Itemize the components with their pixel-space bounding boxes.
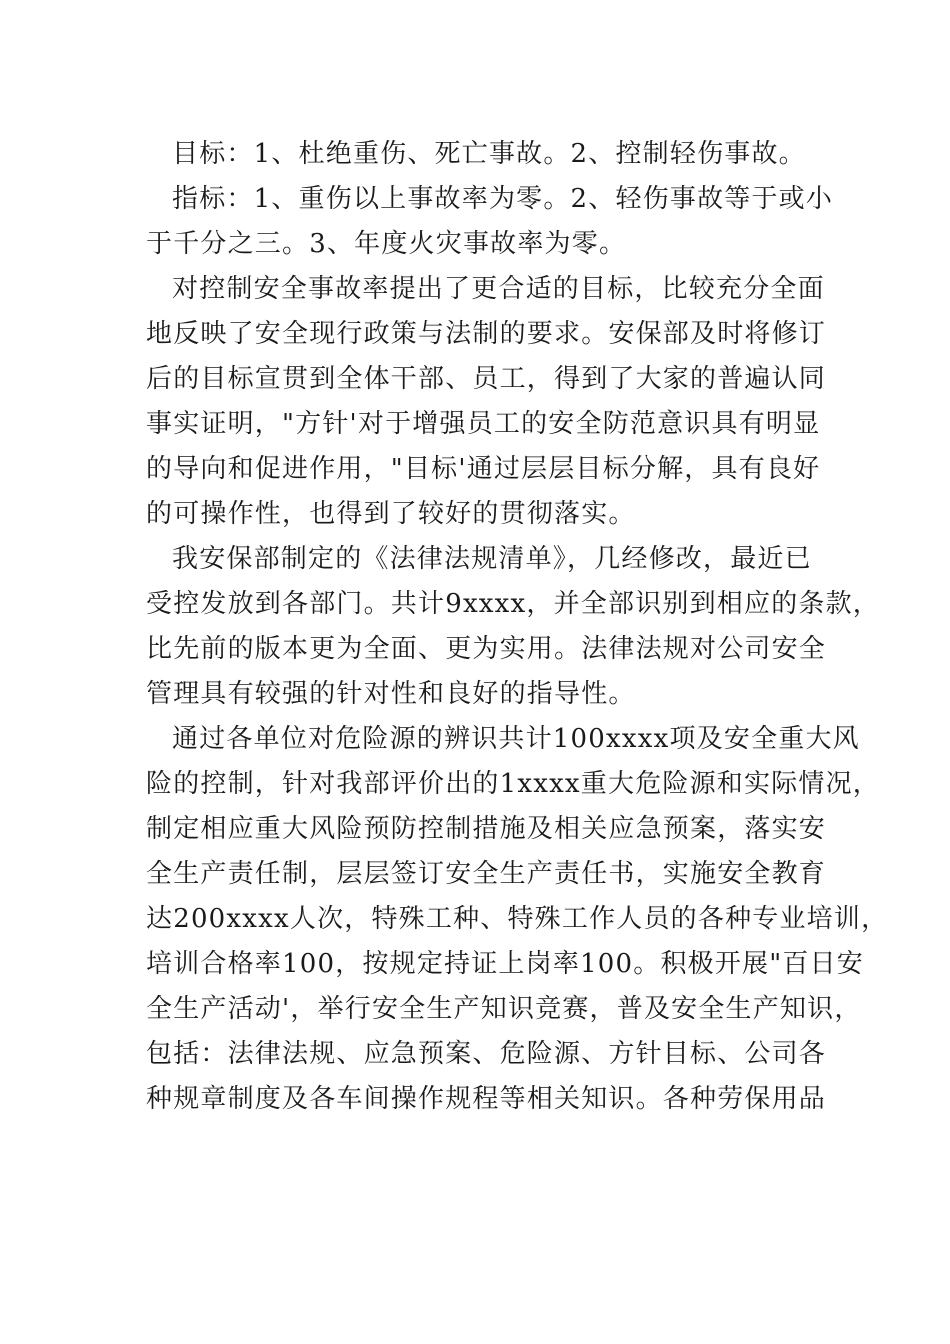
text-line: 受控发放到各部门。共计9xxxx，并全部识别到相应的条款，: [146, 589, 880, 619]
text-line: 达200xxxx人次，特殊工种、特殊工作人员的各种专业培训，: [146, 904, 889, 934]
text-line: 目标：1、杜绝重伤、死亡事故。2、控制轻伤事故。: [172, 139, 806, 169]
text-line: 包括：法律法规、应急预案、危险源、方针目标、公司各: [146, 1039, 827, 1069]
text-line: 种规章制度及各车间操作规程等相关知识。各种劳保用品: [146, 1084, 827, 1114]
text-line: 后的目标宣贯到全体干部、员工，得到了大家的普遍认同: [146, 364, 827, 394]
paragraph-indicators: [146, 177, 834, 267]
text-line: 险的控制，针对我部评价出的1xxxx重大危险源和实际情况，: [146, 769, 880, 799]
text-line: 全生产活动'，举行安全生产知识竞赛，普及安全生产知识，: [146, 994, 862, 1024]
paragraph-target: [146, 132, 810, 177]
text-line: 指标：1、重伤以上事故率为零。2、轻伤事故等于或小: [172, 184, 834, 214]
text-line: 我安保部制定的《法律法规清单》，几经修改，最近已: [172, 544, 812, 574]
text-line: 地反映了安全现行政策与法制的要求。安保部及时将修订: [146, 319, 827, 349]
text-line: 的导向和促进作用，"目标'通过层层目标分解，具有良好: [146, 454, 821, 484]
text-line: 管理具有较强的针对性和良好的指导性。: [146, 679, 636, 709]
text-line: 通过各单位对危险源的辨识共计100xxxx项及安全重大风: [172, 724, 860, 754]
paragraph-evaluation: [146, 267, 827, 537]
text-line: 于千分之三。3、年度火灾事故率为零。: [146, 229, 627, 259]
text-line: 制定相应重大风险预防控制措施及相关应急预案，落实安: [146, 814, 827, 844]
paragraph-regulations: [146, 537, 880, 717]
text-line: 全生产责任制，层层签订安全生产责任书，实施安全教育: [146, 859, 827, 889]
text-line: 对控制安全事故率提出了更合适的目标，比较充分全面: [172, 274, 825, 304]
text-line: 的可操作性，也得到了较好的贯彻落实。: [146, 499, 636, 529]
paragraph-hazards: [146, 717, 889, 1122]
text-line: 比先前的版本更为全面、更为实用。法律法规对公司安全: [146, 634, 827, 664]
text-line: 培训合格率100，按规定持证上岗率100。积极开展"百日安: [146, 949, 865, 979]
document-body: [146, 132, 889, 1122]
text-line: 事实证明，"方针'对于增强员工的安全防范意识具有明显: [146, 409, 821, 439]
